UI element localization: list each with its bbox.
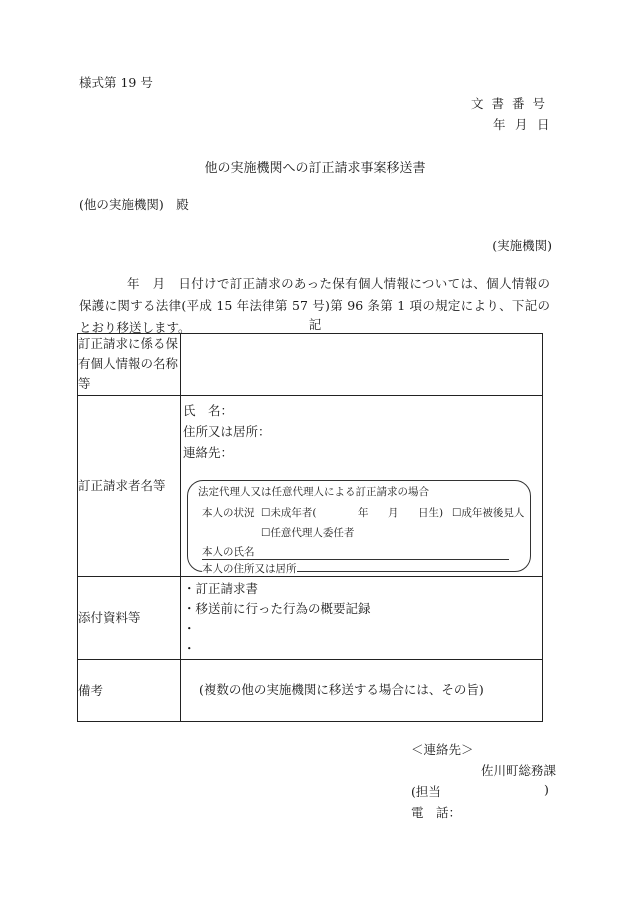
document-title: 他の実施機関への訂正請求事案移送書 [204, 161, 426, 176]
delegator-checkbox[interactable]: ☐任意代理人委任者 [261, 527, 355, 539]
minor-birth-day: 日生) [418, 507, 444, 519]
info-name-label: 訂正請求に係る保有個人情報の名称等 [78, 334, 181, 396]
date-line [493, 115, 550, 133]
remarks-text: (複数の他の実施機関に移送する場合には、その旨) [199, 682, 484, 697]
attachments-label: 添付資料等 [78, 577, 181, 660]
sender-institution: (実施機関) [492, 238, 552, 253]
applicant-address-label[interactable]: 住所又は居所： [183, 424, 271, 439]
minor-checkbox[interactable]: ☐未成年者( [261, 507, 317, 519]
contact-person-open: (担当 [411, 784, 441, 799]
minor-birth-year: 年 [358, 507, 369, 519]
minor-birth-month: 月 [388, 507, 399, 519]
contact-phone[interactable]: 電 話： [411, 805, 462, 820]
attachments-cell [181, 577, 543, 660]
applicant-name-label[interactable]: 氏 名： [183, 403, 234, 418]
remarks-cell[interactable] [181, 660, 543, 722]
date-month: 月 [515, 117, 528, 132]
principal-address-label: 本人の住所又は居所 [202, 563, 297, 575]
principal-name-line[interactable] [202, 559, 509, 560]
date-year: 年 [493, 117, 506, 132]
form-number: 様式第 19 号 [79, 75, 153, 90]
representative-heading: 法定代理人又は任意代理人による訂正請求の場合 [198, 486, 429, 498]
attachment-item: ・ [183, 641, 196, 656]
adult-ward-checkbox[interactable]: ☐成年被後見人 [452, 507, 525, 519]
table-row [78, 396, 543, 577]
info-name-cell[interactable] [181, 334, 543, 396]
applicant-label: 訂正請求者名等 [78, 396, 181, 577]
attachment-item: ・訂正請求書 [183, 581, 259, 596]
table-row [78, 577, 543, 660]
table-row [78, 660, 543, 722]
contact-heading: ＜連絡先＞ [411, 742, 474, 757]
document-number-label: 文書番号 [471, 96, 554, 111]
representative-box [187, 480, 531, 575]
ki-heading: 記 [308, 317, 322, 332]
applicant-contact-label[interactable]: 連絡先： [183, 445, 234, 460]
attachment-item: ・ [183, 621, 196, 636]
addressee: (他の実施機関) 殿 [79, 197, 189, 212]
date-day: 日 [537, 117, 550, 132]
transfer-table [77, 333, 543, 722]
attachment-item: ・移送前に行った行為の概要記録 [183, 601, 371, 616]
principal-name-label: 本人の氏名 [202, 546, 255, 558]
contact-person-close: ) [544, 782, 549, 797]
table-row [78, 334, 543, 396]
principal-status-label: 本人の状況 [202, 507, 255, 519]
body-paragraph: 年 月 日付けで訂正請求のあった保有個人情報については、個人情報の保護に関する法律(平成 15 年法律第 57 号)第 96 条第 1 項の規定により、下記のとおり移送します。 [79, 276, 550, 335]
remarks-label: 備考 [78, 660, 181, 722]
contact-department: 佐川町総務課 [481, 763, 557, 778]
applicant-cell [181, 396, 543, 577]
